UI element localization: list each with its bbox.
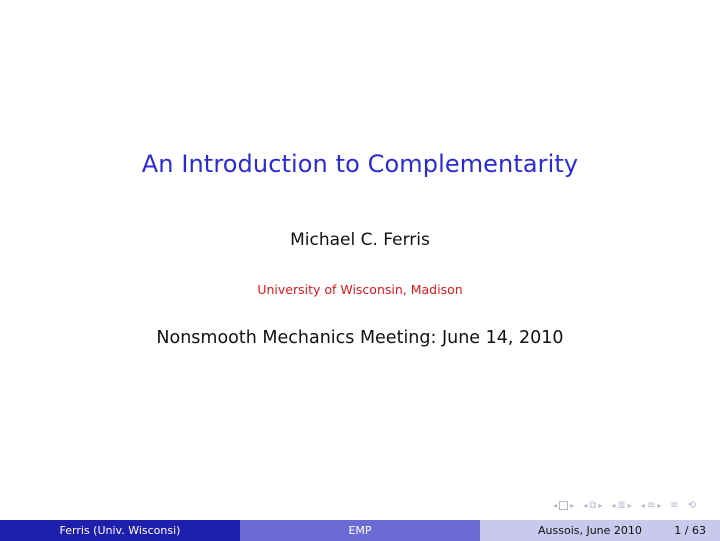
document-icon[interactable]: ≡ xyxy=(646,500,656,511)
arrow-right-icon[interactable]: ▸ xyxy=(657,501,662,510)
footer-date-text: Aussois, June 2010 xyxy=(538,524,642,537)
section-icon[interactable]: ≣ xyxy=(617,500,626,511)
search-icon[interactable]: ⟲ xyxy=(687,500,696,511)
slide-title: An Introduction to Complementarity xyxy=(141,150,579,178)
footer-info xyxy=(480,520,720,541)
align-icon[interactable]: ≡ xyxy=(670,500,679,511)
frame-nav[interactable] xyxy=(553,501,574,510)
arrow-left-icon[interactable]: ◂ xyxy=(640,501,645,510)
footer-title xyxy=(240,520,480,541)
footer-title-text: EMP xyxy=(348,524,372,537)
arrow-right-icon[interactable]: ▸ xyxy=(627,501,632,510)
subsection-icon[interactable]: ⧉ xyxy=(589,500,597,511)
section-nav[interactable] xyxy=(611,500,631,511)
event-date: Nonsmooth Mechanics Meeting: June 14, 2010 xyxy=(156,328,564,348)
footer-bar xyxy=(0,520,720,541)
beamer-navigation xyxy=(553,500,696,511)
arrow-left-icon[interactable]: ◂ xyxy=(583,501,588,510)
subsection-nav[interactable] xyxy=(583,500,602,511)
frame-icon[interactable] xyxy=(559,501,568,510)
institute-name: University of Wisconsin, Madison xyxy=(257,282,463,297)
doc-nav[interactable] xyxy=(641,500,661,511)
footer-author xyxy=(0,520,240,541)
footer-author-text: Ferris (Univ. Wisconsi) xyxy=(59,524,181,537)
arrow-right-icon[interactable]: ▸ xyxy=(570,501,575,510)
arrow-right-icon[interactable]: ▸ xyxy=(598,501,603,510)
page-number: 1 / 63 xyxy=(674,524,706,537)
author-name: Michael C. Ferris xyxy=(290,230,430,250)
arrow-left-icon[interactable]: ◂ xyxy=(611,501,616,510)
arrow-left-icon[interactable]: ◂ xyxy=(553,501,558,510)
